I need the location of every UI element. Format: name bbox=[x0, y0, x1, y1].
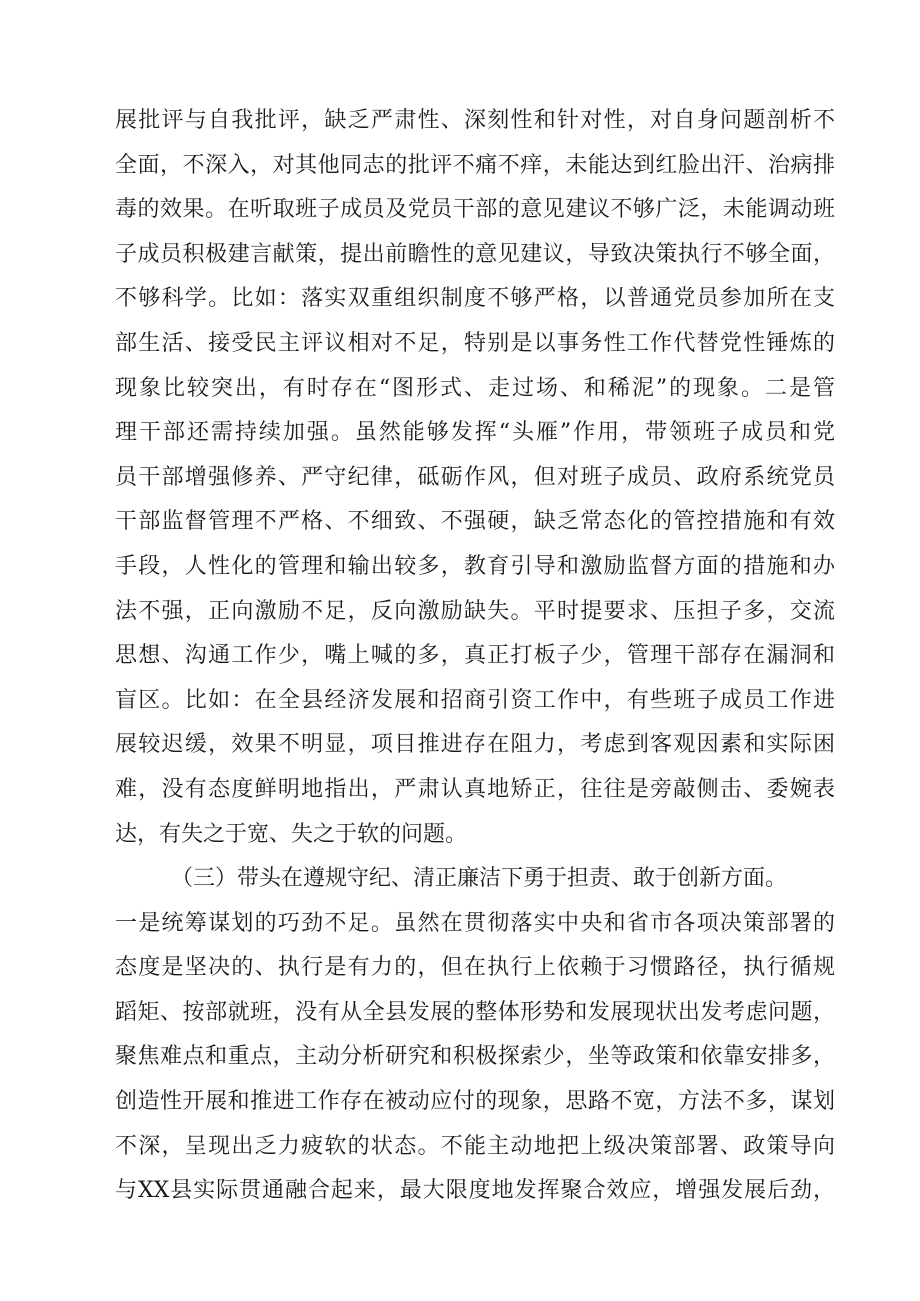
text-line: 展较迟缓，效果不明显，项目推进存在阻力，考虑到客观因素和实际困 bbox=[115, 732, 835, 758]
text-line: 不深，呈现出乏力疲软的状态。不能主动地把上级决策部署、政策导向 bbox=[115, 1133, 835, 1159]
text-line: 手段，人性化的管理和输出较多，教育引导和激励监督方面的措施和办 bbox=[115, 553, 835, 579]
paragraph bbox=[115, 857, 835, 1214]
section-heading-line: （三）带头在遵规守纪、清正廉洁下勇于担责、敢于创新方面。 bbox=[171, 866, 788, 892]
text-line: 现象比较突出，有时存在“图形式、走过场、和稀泥”的现象。二是管 bbox=[115, 375, 835, 401]
text-line: 一是统筹谋划的巧劲不足。虽然在贯彻落实中央和省市各项决策部署的 bbox=[115, 910, 835, 936]
text-line: 理干部还需持续加强。虽然能够发挥“头雁”作用，带领班子成员和党 bbox=[115, 420, 835, 446]
text-line: 盲区。比如：在全县经济发展和招商引资工作中，有些班子成员工作进 bbox=[115, 687, 835, 713]
document-body bbox=[115, 99, 835, 1214]
text-line: 展批评与自我批评，缺乏严肃性、深刻性和针对性，对自身问题剖析不 bbox=[115, 108, 835, 133]
text-line: 员干部增强修养、严守纪律，砥砺作风，但对班子成员、政府系统党员 bbox=[115, 464, 835, 490]
text-line: 达，有失之于宽、失之于软的问题。 bbox=[115, 821, 468, 847]
text-line: 部生活、接受民主评议相对不足，特别是以事务性工作代替党性锤炼的 bbox=[115, 330, 835, 356]
text-line: 干部监督管理不严格、不细致、不强硬，缺乏常态化的管控措施和有效 bbox=[115, 509, 835, 535]
paragraph bbox=[115, 99, 835, 857]
text-line: 全面，不深入，对其他同志的批评不痛不痒，未能达到红脸出汗、治病排 bbox=[115, 152, 835, 178]
text-line: 态度是坚决的、执行是有力的，但在执行上依赖于习惯路径，执行循规 bbox=[115, 955, 835, 981]
text-line: 子成员积极建言献策，提出前瞻性的意见建议，导致决策执行不够全面， bbox=[115, 241, 835, 267]
text-line: 毒的效果。在听取班子成员及党员干部的意见建议不够广泛，未能调动班 bbox=[115, 197, 835, 223]
text-line: 思想、沟通工作少，嘴上喊的多，真正打板子少，管理干部存在漏洞和 bbox=[115, 643, 835, 669]
text-line: 法不强，正向激励不足，反向激励缺失。平时提要求、压担子多，交流 bbox=[115, 598, 835, 624]
text-line: 与XX县实际贯通融合起来，最大限度地发挥聚合效应，增强发展后劲， bbox=[115, 1178, 835, 1204]
text-line: 聚焦难点和重点，主动分析研究和积极探索少，坐等政策和依靠安排多， bbox=[115, 1044, 835, 1070]
text-line: 难，没有态度鲜明地指出，严肃认真地矫正，往往是旁敲侧击、委婉表 bbox=[115, 776, 835, 802]
text-line: 不够科学。比如：落实双重组织制度不够严格，以普通党员参加所在支 bbox=[115, 286, 835, 312]
text-line: 蹈矩、按部就班，没有从全县发展的整体形势和发展现状出发考虑问题， bbox=[115, 999, 835, 1025]
text-line: 创造性开展和推进工作存在被动应付的现象，思路不宽，方法不多，谋划 bbox=[115, 1089, 835, 1115]
